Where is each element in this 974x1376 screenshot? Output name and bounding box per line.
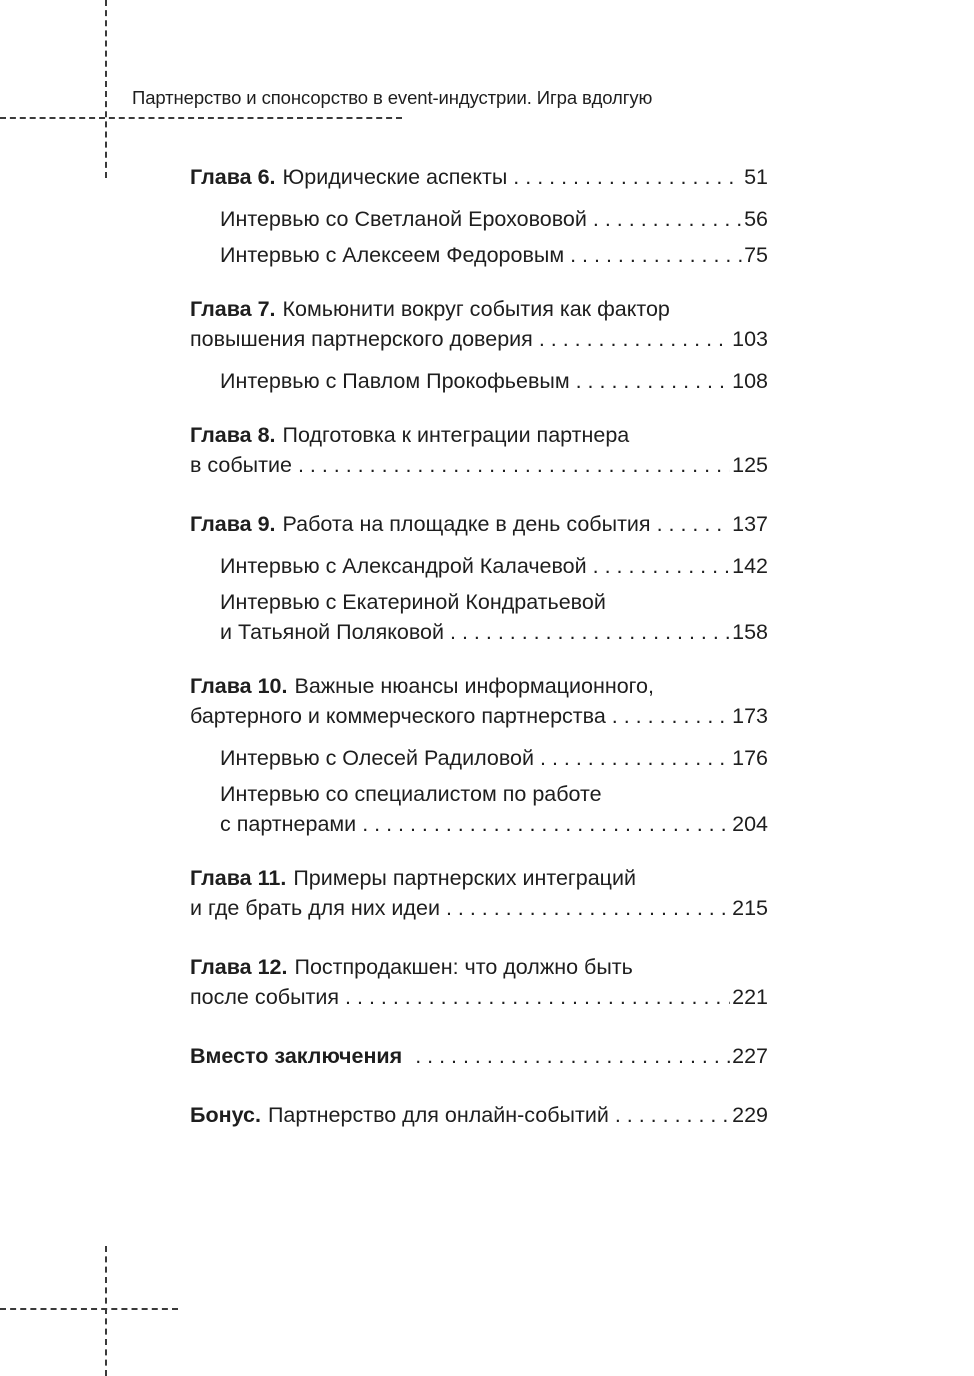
dot-leader [540,743,730,773]
dot-leader [615,1100,730,1130]
dot-leader [450,617,730,647]
chapter-title: Юридические аспекты [282,165,508,189]
page-number: 51 [744,165,768,189]
crop-mark-bottom-horizontal [0,1308,178,1310]
toc-entry-chapter-12 [190,952,768,1012]
page-number: 103 [732,327,768,351]
page-number: 176 [732,746,768,770]
interview-title: Интервью с Александрой Калачевой [220,554,587,578]
toc-entry-interview [190,204,768,234]
chapter-title-line-2: и где брать для них идеи [190,896,440,920]
toc-entry-interview [190,240,768,270]
interview-title: Интервью с Алексеем Федоровым [220,243,565,267]
chapter-label: Глава 9. [190,512,276,536]
toc-entry-chapter-10 [190,671,768,731]
chapter-title-line-2: повышения партнерского доверия [190,327,533,351]
crop-mark-top-vertical [105,0,107,178]
chapter-title-line-1: Подготовка к интеграции партнера [282,423,630,447]
page-number: 173 [732,704,768,728]
dot-leader [345,982,730,1012]
dot-leader [415,1041,730,1071]
table-of-contents [190,162,768,1130]
page-number: 227 [732,1044,768,1068]
page-number: 137 [732,512,768,536]
chapter-title-line-1: Постпродакшен: что должно быть [294,955,633,979]
dot-leader [570,240,742,270]
chapter-label: Глава 12. [190,955,288,979]
dot-leader [576,366,731,396]
toc-entry-chapter-9 [190,509,768,539]
toc-entry-chapter-7 [190,294,768,354]
chapter-label: Глава 8. [190,423,276,447]
chapter-title: Работа на площадке в день события [282,512,651,536]
toc-entry-bonus [190,1100,768,1130]
interview-title-line-2: и Татьяной Поляковой [220,620,445,644]
interview-title: Интервью с Олесей Радиловой [220,746,534,770]
toc-entry-chapter-11 [190,863,768,923]
chapter-title-line-1: Примеры партнерских интеграций [293,866,637,890]
crop-mark-bottom-vertical [105,1246,107,1376]
crop-mark-top-horizontal [0,117,402,119]
toc-entry-conclusion [190,1041,768,1071]
page-number: 215 [732,896,768,920]
dot-leader [657,509,731,539]
toc-entry-chapter-6 [190,162,768,192]
chapter-label: Глава 7. [190,297,276,321]
chapter-label: Глава 11. [190,866,287,890]
chapter-title-line-2: после события [190,985,340,1009]
interview-title: Интервью с Павлом Прокофьевым [220,369,570,393]
chapter-title-line-1: Важные нюансы информационного, [294,674,654,698]
page-number: 56 [744,207,768,231]
dot-leader [593,551,731,581]
bonus-title: Партнерство для онлайн-событий [267,1103,609,1127]
interview-title-line-2: с партнерами [220,812,357,836]
page-number: 204 [732,812,768,836]
page-number: 229 [732,1103,768,1127]
chapter-title-line-1: Комьюнити вокруг события как фактор [282,297,670,321]
dot-leader [362,809,730,839]
page-number: 108 [732,369,768,393]
chapter-label: Глава 6. [190,165,276,189]
bonus-label: Бонус. [190,1103,261,1127]
dot-leader [612,701,730,731]
toc-entry-interview [190,743,768,773]
dot-leader [298,450,730,480]
interview-title-line-1: Интервью со специалистом по работе [220,782,602,806]
page-number: 158 [732,620,768,644]
conclusion-label: Вместо заключения [190,1044,403,1068]
running-header: Партнерство и спонсорство в event-индустрии. Игра вдолгую [132,87,653,108]
chapter-title-line-2: бартерного и коммерческого партнерства [190,704,606,728]
dot-leader [539,324,730,354]
page-number: 142 [732,554,768,578]
chapter-label: Глава 10. [190,674,288,698]
page-number: 221 [732,985,768,1009]
page-number: 125 [732,453,768,477]
interview-title-line-1: Интервью с Екатериной Кондратьевой [220,590,606,614]
interview-title: Интервью со Светланой Ерохововой [220,207,587,231]
dot-leader [446,893,730,923]
toc-entry-interview [190,779,768,839]
chapter-title-line-2: в событие [190,453,292,477]
page-number: 75 [744,243,768,267]
toc-entry-interview [190,366,768,396]
toc-entry-interview [190,587,768,647]
toc-entry-chapter-8 [190,420,768,480]
dot-leader [593,204,742,234]
dot-leader [513,162,742,192]
toc-entry-interview [190,551,768,581]
